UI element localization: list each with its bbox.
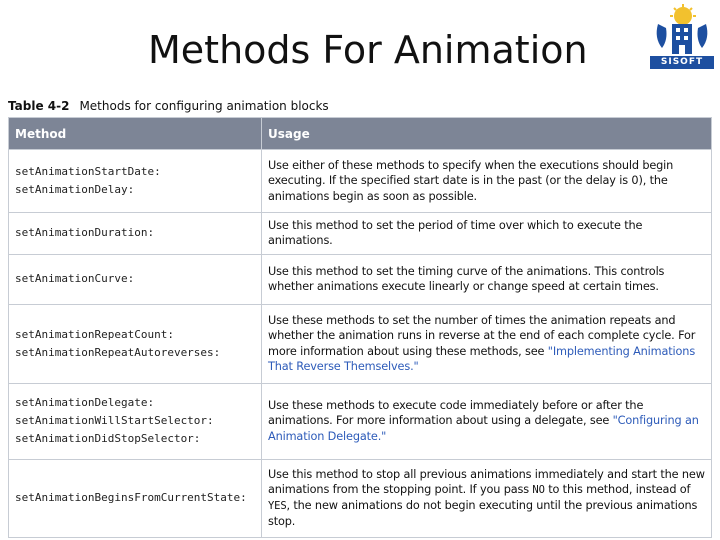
- methods-table: [8, 117, 712, 538]
- usage-cell: [262, 383, 712, 459]
- code-keyword: NO: [532, 483, 545, 496]
- table-row: [9, 304, 712, 383]
- table-caption: [8, 99, 329, 113]
- column-header-method: Method: [9, 118, 262, 150]
- usage-text: Use this method to set the timing curve of the animations. This controls whether animations execute linearly or change speed at certain times.: [268, 264, 665, 294]
- method-name: setAnimationRepeatCount:: [15, 327, 174, 341]
- method-cell: [9, 254, 262, 304]
- table-row: [9, 150, 712, 213]
- table-row: [9, 459, 712, 537]
- method-name: setAnimationBeginsFromCurrentState:: [15, 491, 247, 505]
- method-cell: [9, 150, 262, 213]
- usage-text: , the new animations do not begin executing until the previous animations stop.: [268, 499, 698, 529]
- method-name: setAnimationDelay:: [15, 183, 135, 196]
- method-name: setAnimationCurve:: [15, 272, 135, 286]
- logo-emblem-icon: [650, 4, 714, 58]
- code-keyword: YES: [268, 500, 287, 513]
- logo-label: SISOFT: [650, 56, 714, 69]
- usage-text: Use this method to stop all previous animations immediately and start the new animations from the stopping point. If you pass: [268, 467, 705, 496]
- method-name: setAnimationDidStopSelector:: [15, 432, 201, 446]
- usage-text: Use either of these methods to specify when the executions should begin executing. If the specified start date is in the past (or the delay is 0), the animations begin as soon as possible.: [268, 159, 674, 203]
- usage-text: to this method, instead of: [544, 482, 691, 496]
- usage-cell: [262, 254, 712, 304]
- table-row: [9, 383, 712, 459]
- method-name: setAnimationRepeatAutoreverses:: [15, 345, 221, 359]
- method-name: setAnimationDelegate:: [15, 396, 155, 410]
- usage-text: Use these methods to set the number of times the animation repeats and whether the animation runs in reverse at the end of each complete cycle. For more information about using these methods, see: [268, 314, 696, 358]
- usage-cell: [262, 459, 712, 537]
- table-header-row: [9, 118, 712, 150]
- usage-text: Use this method to set the period of time over which to execute the animations.: [268, 219, 643, 248]
- table-row: [9, 254, 712, 304]
- cross-reference-link[interactable]: "Configuring an Animation Delegate.": [268, 414, 699, 443]
- method-cell: [9, 459, 262, 537]
- table-row: [9, 213, 712, 255]
- method-cell: [9, 383, 262, 459]
- column-header-usage: Usage: [262, 118, 712, 150]
- usage-cell: [262, 213, 712, 255]
- method-cell: [9, 304, 262, 383]
- table-caption-text: Methods for configuring animation blocks: [79, 99, 329, 113]
- cross-reference-link[interactable]: "Implementing Animations That Reverse Themselves.": [268, 344, 696, 373]
- method-name: setAnimationDuration:: [15, 226, 155, 240]
- method-cell: [9, 213, 262, 255]
- method-name: setAnimationStartDate:: [15, 165, 161, 178]
- usage-text: Use these methods to execute code immediately before or after the animations. For more information about using a delegate, see: [268, 399, 644, 428]
- sisoft-logo: [650, 4, 714, 70]
- usage-cell: [262, 304, 712, 383]
- slide-title: Methods For Animation: [148, 28, 588, 72]
- usage-cell: [262, 150, 712, 213]
- method-name: setAnimationWillStartSelector:: [15, 414, 214, 428]
- table-caption-number: Table 4-2: [8, 99, 70, 113]
